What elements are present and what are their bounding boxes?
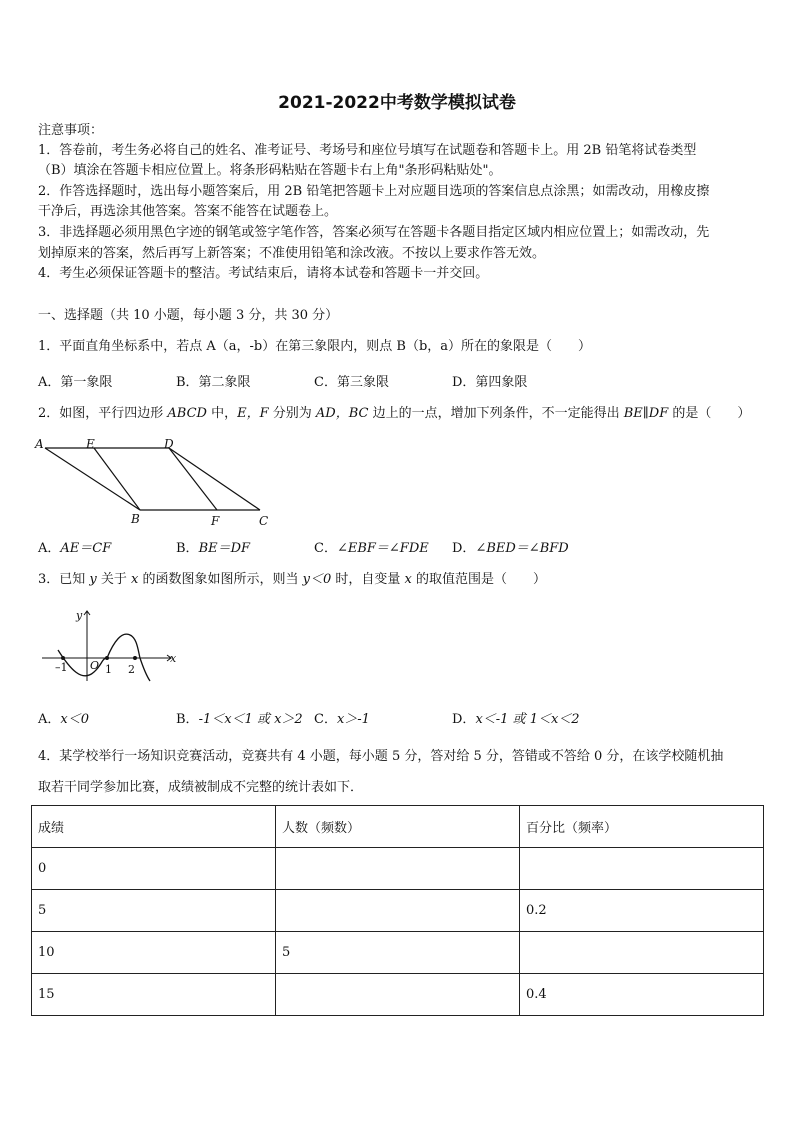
tick-label-neg1: –1 (55, 661, 68, 674)
table-cell: 15 (32, 974, 276, 1016)
option-c: C．第三象限 (314, 375, 389, 390)
question-4-stem-line2: 取若干同学参加比赛，成绩被制成不完整的统计表如下． (38, 780, 364, 795)
question-3-stem: 3．已知 y 关于 x 的函数图象如图所示，则当 y＜0 时，自变量 x 的取值范围是（ ） (38, 572, 547, 587)
table-row (32, 848, 764, 890)
notice-line: 划掉原来的答案，然后再写上新答案；不准使用铅笔和涂改液。不按以上要求作答无效。 (38, 246, 546, 261)
segment-ab (45, 448, 140, 510)
segment-be (94, 448, 140, 510)
option-b: B．BE＝DF (176, 541, 251, 556)
table-row (32, 974, 764, 1016)
parallelogram-figure (30, 432, 280, 530)
function-graph-figure (36, 603, 186, 683)
label-c: C (259, 514, 269, 528)
label-b: B (131, 512, 140, 526)
tick-label-1: 1 (105, 663, 112, 676)
option-b: B．-1＜x＜1 或 x＞2 (176, 712, 303, 727)
question-2-stem: 2．如图，平行四边形 ABCD 中，E，F 分别为 AD，BC 边上的一点，增加下列条件，不一定能得出 BE∥DF 的是（ ） (38, 406, 751, 421)
label-d: D (164, 437, 174, 451)
section-heading: 一、选择题（共 10 小题，每小题 3 分，共 30 分） (38, 308, 339, 323)
notice-line: 1．答卷前，考生务必将自己的姓名、准考证号、考场号和座位号填写在试题卷和答题卡上。用 2B 铅笔将试卷类型 (38, 143, 697, 158)
label-e: E (86, 437, 95, 451)
notice-line: （B）填涂在答题卡相应位置上。将条形码粘贴在答题卡右上角"条形码粘贴处"。 (38, 163, 502, 178)
table-cell (520, 848, 764, 890)
table-cell (276, 848, 520, 890)
option-c: C．x＞-1 (314, 712, 370, 727)
question-1-stem: 1．平面直角坐标系中，若点 A（a，-b）在第三象限内，则点 B（b，a）所在的象限是（ ） (38, 339, 592, 354)
notice-line: 3．非选择题必须用黑色字迹的钢笔或签字笔作答，答案必须写在答题卡各题目指定区域内相应位置上；如需改动，先 (38, 225, 710, 240)
table-header: 人数（频数） (276, 806, 520, 848)
table-cell: 0.4 (520, 974, 764, 1016)
segment-df (169, 448, 217, 510)
table-cell: 5 (276, 932, 520, 974)
option-d: D．x＜-1 或 1＜x＜2 (452, 712, 580, 727)
option-b: B．第二象限 (176, 375, 251, 390)
table-cell: 5 (32, 890, 276, 932)
option-a: A．AE＝CF (38, 541, 112, 556)
score-table (31, 805, 764, 1016)
segment-dc (169, 448, 260, 510)
option-c: C．∠EBF＝∠FDE (314, 541, 429, 556)
y-axis-label: y (76, 609, 83, 622)
option-d: D．第四象限 (452, 375, 528, 390)
option-a: A．x＜0 (38, 712, 89, 727)
label-f: F (211, 514, 220, 528)
notice-line: 2．作答选择题时，选出每小题答案后，用 2B 铅笔把答题卡上对应题目选项的答案信息点涂黑；如需改动，用橡皮擦 (38, 184, 710, 199)
table-cell: 0.2 (520, 890, 764, 932)
zero-point-neg1 (61, 656, 65, 660)
table-header: 成绩 (32, 806, 276, 848)
notice-line: 干净后，再选涂其他答案。答案不能答在试题卷上。 (38, 204, 338, 219)
table-header: 百分比（频率） (520, 806, 764, 848)
table-cell (520, 932, 764, 974)
tick-label-2: 2 (128, 663, 135, 676)
zero-point-2 (133, 656, 137, 660)
zero-point-1 (105, 656, 109, 660)
origin-label: O (90, 659, 100, 672)
table-row (32, 932, 764, 974)
table-cell (276, 890, 520, 932)
table-row (32, 890, 764, 932)
x-axis-label: x (170, 652, 177, 665)
label-a: A (35, 437, 44, 451)
notice-line: 4．考生必须保证答题卡的整洁。考试结束后，请将本试卷和答题卡一并交回。 (38, 266, 489, 281)
question-4-stem-line1: 4．某学校举行一场知识竞赛活动，竞赛共有 4 小题，每小题 5 分，答对给 5 分，答错或不答给 0 分，在该学校随机抽 (38, 749, 724, 764)
table-cell: 10 (32, 932, 276, 974)
exam-title: 2021-2022中考数学模拟试卷 (278, 93, 516, 113)
option-a: A．第一象限 (38, 375, 113, 390)
table-header-row (32, 806, 764, 848)
table-cell: 0 (32, 848, 276, 890)
option-d: D．∠BED＝∠BFD (452, 541, 569, 556)
notice-heading: 注意事项： (38, 123, 104, 138)
table-cell (276, 974, 520, 1016)
